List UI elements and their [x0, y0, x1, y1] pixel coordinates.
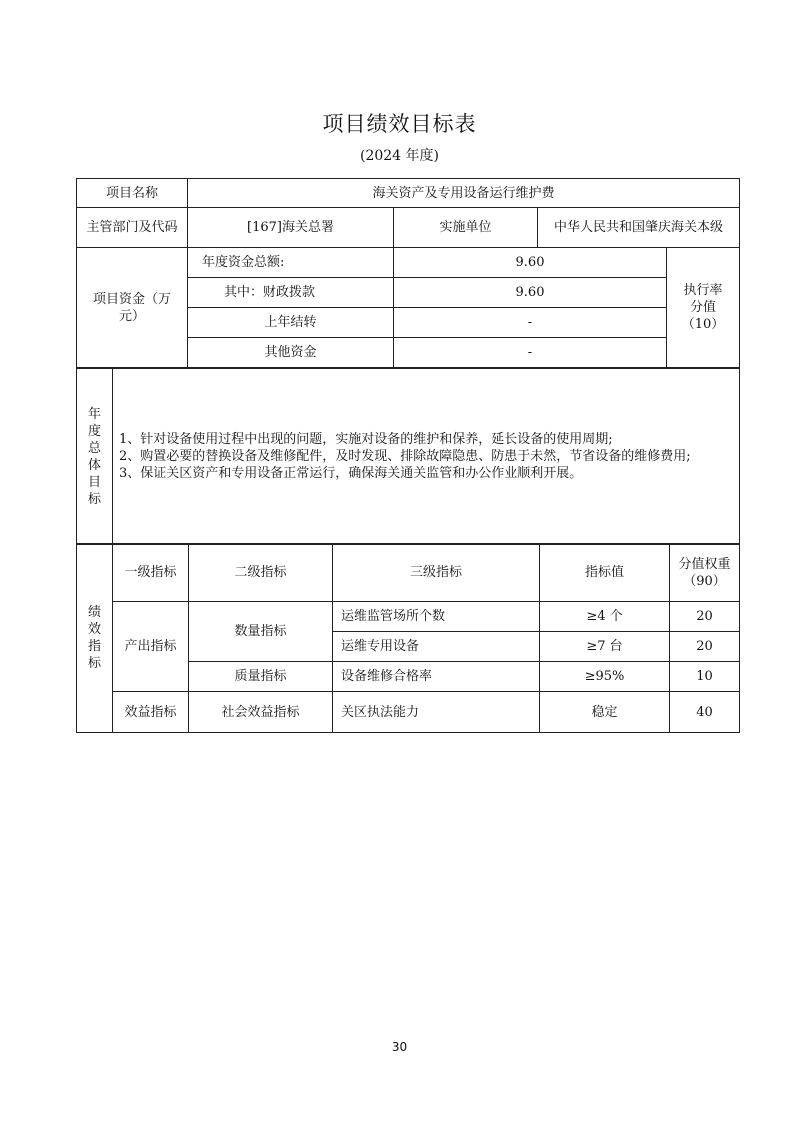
annual-goal-table [76, 368, 740, 545]
carryover-label: 上年结转 [188, 308, 394, 338]
unit-value: 中华人民共和国肇庆海关本级 [538, 208, 740, 248]
annual-total-value: 9.60 [394, 248, 667, 278]
table-row-l3: 设备维修合格率 [333, 662, 540, 692]
goal-line: 1、针对设备使用过程中出现的问题，实施对设备的维护和保养，延长设备的使用周期; [119, 432, 613, 447]
header-level2: 二级指标 [189, 544, 333, 602]
table-row-score: 10 [670, 662, 740, 692]
table-row-score: 40 [670, 692, 740, 733]
table-row-score: 20 [670, 632, 740, 662]
goal-line: 3、保证关区资产和专用设备正常运行，确保海关通关监管和办公作业顺利开展。 [119, 466, 583, 481]
table-row-value: ≥4 个 [540, 602, 670, 632]
header-level1: 一级指标 [113, 544, 189, 602]
annual-total-label: 年度资金总额: [188, 248, 394, 278]
header-value: 指标值 [540, 544, 670, 602]
dept-value: [167]海关总署 [188, 208, 394, 248]
indicator-table [76, 543, 740, 733]
annual-goal-label: 年度总体目标 [77, 369, 113, 545]
funds-label: 项目资金（万元） [77, 248, 188, 368]
table-row-l3: 运维专用设备 [333, 632, 540, 662]
other-funds-value: - [394, 338, 667, 368]
project-info-table [76, 178, 740, 368]
table-row-value: ≥7 台 [540, 632, 670, 662]
table-row-score: 20 [670, 602, 740, 632]
header-score: 分值权重（90） [670, 544, 740, 602]
quality-indicator-label: 质量指标 [189, 662, 333, 692]
header-level3: 三级指标 [333, 544, 540, 602]
other-funds-label: 其他资金 [188, 338, 394, 368]
table-row-l3: 关区执法能力 [333, 692, 540, 733]
table-row-value: 稳定 [540, 692, 670, 733]
fiscal-label: 其中：财政拨款 [188, 278, 394, 308]
annual-goal-content [113, 369, 740, 545]
goal-line: 2、购置必要的替换设备及维修配件，及时发现、排除故障隐患、防患于未然，节省设备的维修费用; [119, 449, 691, 464]
page-number: 30 [391, 1040, 408, 1054]
exec-rate-label: 执行率分值（10） [667, 248, 740, 368]
fiscal-value: 9.60 [394, 278, 667, 308]
output-indicator-label: 产出指标 [113, 602, 189, 692]
dept-label: 主管部门及代码 [77, 208, 188, 248]
carryover-value: - [394, 308, 667, 338]
project-name-value: 海关资产及专用设备运行维护费 [188, 179, 740, 208]
quantity-indicator-label: 数量指标 [189, 602, 333, 662]
page-title: 项目绩效目标表 [322, 112, 477, 136]
benefit-indicator-label: 效益指标 [113, 692, 189, 733]
page-subtitle: (2024 年度) [359, 148, 439, 164]
table-row-value: ≥95% [540, 662, 670, 692]
indicator-label: 绩效指标 [77, 544, 113, 733]
social-benefit-label: 社会效益指标 [189, 692, 333, 733]
unit-label: 实施单位 [394, 208, 538, 248]
project-name-label: 项目名称 [77, 179, 188, 208]
table-row-l3: 运维监管场所个数 [333, 602, 540, 632]
